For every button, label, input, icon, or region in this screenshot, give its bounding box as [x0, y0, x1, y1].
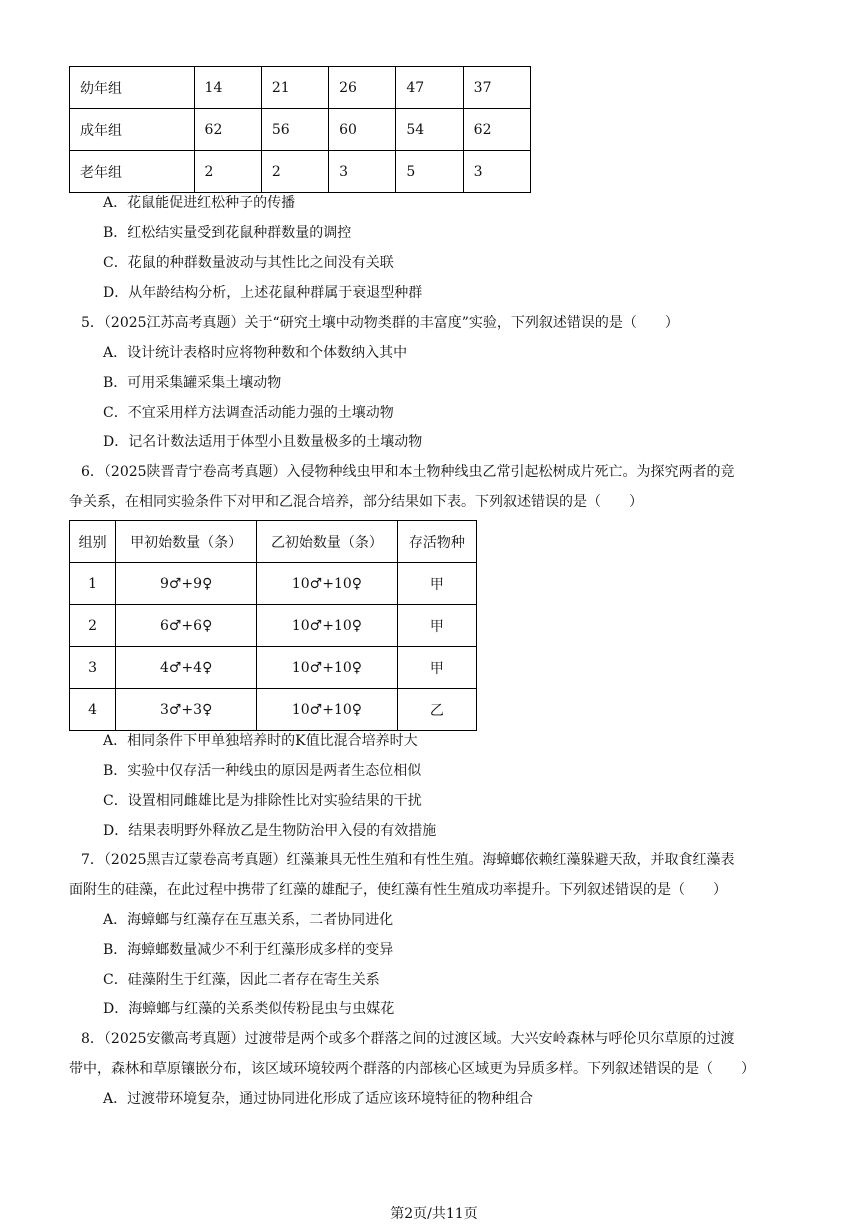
q8-stem-line1: 8．（2025安徽高考真题）过渡带是两个或多个群落之间的过渡区域。大兴安岭森林与呼伦贝尔草原的过渡	[81, 1031, 735, 1047]
table-cell: 甲	[397, 605, 476, 647]
header-survivor: 存活物种	[397, 521, 476, 563]
table-cell: 甲	[397, 563, 476, 605]
header-jia-count: 甲初始数量（条）	[116, 521, 257, 563]
table-row	[70, 109, 531, 151]
table-cell: 47	[396, 67, 463, 109]
q6-option-c: C．设置相同雌雄比是为排除性比对实验结果的干扰	[103, 793, 422, 809]
q6-stem-line1: 6．（2025陕晋青宁卷高考真题）入侵物种线虫甲和本土物种线虫乙常引起松树成片死亡。为探究两者的竞	[81, 464, 735, 480]
table-cell: 2	[70, 605, 116, 647]
table-cell: 9♂+9♀	[116, 563, 257, 605]
q8-option-a: A．过渡带环境复杂，通过协同进化形成了适应该环境特征的物种组合	[103, 1091, 534, 1107]
q8-stem-line2: 带中，森林和草原镶嵌分布，该区域环境较两个群落的内部核心区域更为异质多样。下列叙述错误的是（ ）	[69, 1061, 755, 1077]
table-cell: 10♂+10♀	[257, 689, 398, 731]
table-row	[70, 563, 477, 605]
table-cell: 2	[261, 151, 328, 193]
table-cell: 5	[396, 151, 463, 193]
q7-option-d: D．海蟑螂与红藻的关系类似传粉昆虫与虫媒花	[103, 1001, 395, 1017]
q5-option-d: D．记名计数法适用于体型小且数量极多的土壤动物	[103, 434, 423, 450]
page-number: 第2页/共11页	[390, 1206, 478, 1222]
table-cell: 10♂+10♀	[257, 605, 398, 647]
row-label: 幼年组	[70, 67, 195, 109]
q6-option-d: D．结果表明野外释放乙是生物防治甲入侵的有效措施	[103, 823, 437, 839]
q5-option-a: A．设计统计表格时应将物种数和个体数纳入其中	[103, 345, 408, 361]
q6-stem-line2: 争关系，在相同实验条件下对甲和乙混合培养，部分结果如下表。下列叙述错误的是（ ）	[69, 494, 643, 510]
table-cell: 14	[194, 67, 261, 109]
q4-option-c: C．花鼠的种群数量波动与其性比之间没有关联	[103, 255, 394, 271]
table-cell: 3	[70, 647, 116, 689]
table-cell: 3	[329, 151, 396, 193]
header-yi-count: 乙初始数量（条）	[257, 521, 398, 563]
table-cell: 乙	[397, 689, 476, 731]
table-cell: 2	[194, 151, 261, 193]
q4-option-a: A．花鼠能促进红松种子的传播	[103, 195, 296, 211]
age-structure-table	[69, 66, 531, 193]
q4-option-d: D．从年龄结构分析，上述花鼠种群属于衰退型种群	[103, 285, 423, 301]
table-cell: 37	[463, 67, 530, 109]
q5-option-b: B．可用采集罐采集土壤动物	[103, 375, 282, 391]
table-cell: 56	[261, 109, 328, 151]
table-cell: 62	[463, 109, 530, 151]
table-cell: 10♂+10♀	[257, 647, 398, 689]
q7-option-a: A．海蟑螂与红藻存在互惠关系，二者协同进化	[103, 912, 394, 928]
table-cell: 甲	[397, 647, 476, 689]
table-cell: 21	[261, 67, 328, 109]
q7-stem-line1: 7．（2025黑吉辽蒙卷高考真题）红藻兼具无性生殖和有性生殖。海蟑螂依赖红藻躲避天敌，并取食红藻表	[81, 852, 735, 868]
table-cell: 26	[329, 67, 396, 109]
table-row	[70, 689, 477, 731]
table-row	[70, 151, 531, 193]
table-cell: 54	[396, 109, 463, 151]
q7-option-b: B．海蟑螂数量减少不利于红藻形成多样的变异	[103, 942, 394, 958]
table-cell: 10♂+10♀	[257, 563, 398, 605]
table-cell: 4♂+4♀	[116, 647, 257, 689]
table-cell: 4	[70, 689, 116, 731]
q5-stem: 5．（2025江苏高考真题）关于“研究土壤中动物类群的丰富度”实验，下列叙述错误的是（ ）	[81, 315, 679, 331]
table-cell: 6♂+6♀	[116, 605, 257, 647]
q7-option-c: C．硅藻附生于红藻，因此二者存在寄生关系	[103, 972, 380, 988]
q7-stem-line2: 面附生的硅藻，在此过程中携带了红藻的雄配子，使红藻有性生殖成功率提升。下列叙述错误的是（ ）	[69, 882, 727, 898]
row-label: 老年组	[70, 151, 195, 193]
table-cell: 62	[194, 109, 261, 151]
header-group: 组别	[70, 521, 116, 563]
q6-option-b: B．实验中仅存活一种线虫的原因是两者生态位相似	[103, 763, 422, 779]
table-row	[70, 605, 477, 647]
table-row	[70, 67, 531, 109]
table-header-row	[70, 521, 477, 563]
table-cell: 1	[70, 563, 116, 605]
table-cell: 60	[329, 109, 396, 151]
table-cell: 3♂+3♀	[116, 689, 257, 731]
q4-option-b: B．红松结实量受到花鼠种群数量的调控	[103, 225, 352, 241]
table-cell: 3	[463, 151, 530, 193]
q6-option-a: A．相同条件下甲单独培养时的K值比混合培养时大	[103, 733, 418, 749]
table-row	[70, 647, 477, 689]
nematode-table	[69, 520, 477, 731]
q5-option-c: C．不宜采用样方法调查活动能力强的土壤动物	[103, 405, 394, 421]
row-label: 成年组	[70, 109, 195, 151]
